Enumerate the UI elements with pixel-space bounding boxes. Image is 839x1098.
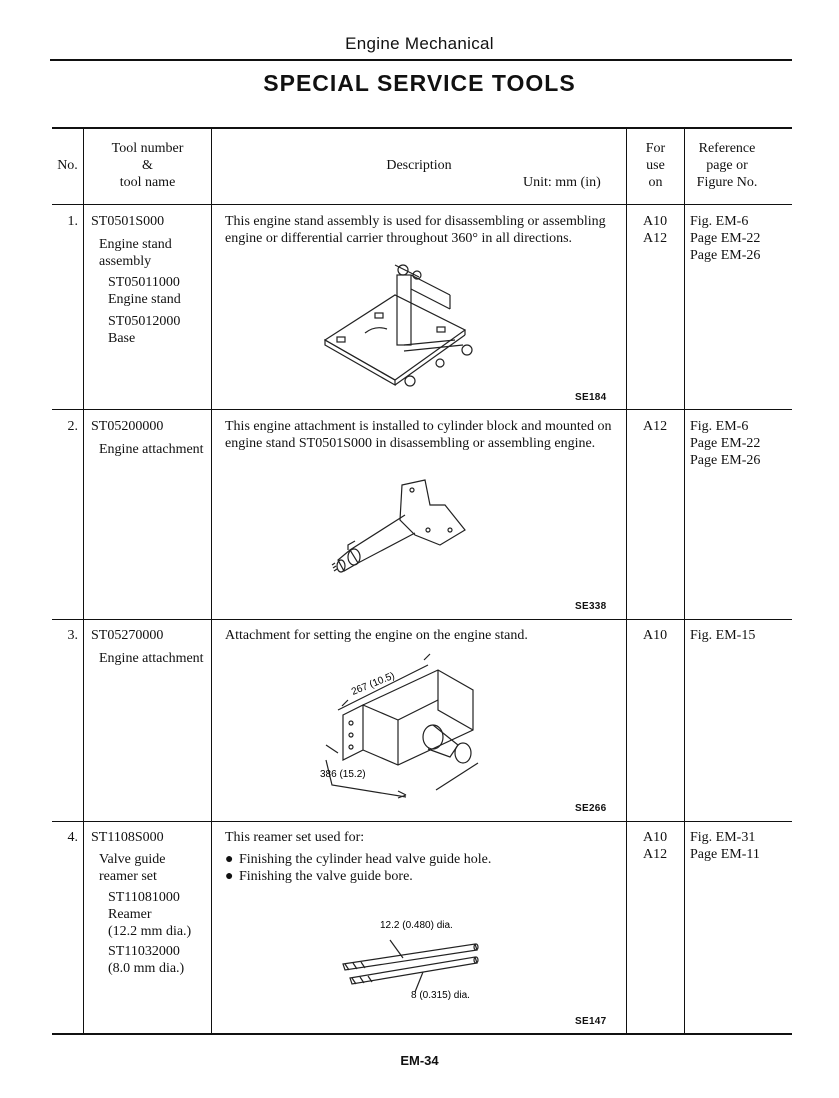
sub-tools [108, 274, 181, 347]
tool-name-line: Engine attachment [99, 651, 204, 666]
reference-value: Page EM-26 [690, 453, 761, 468]
use-on-value: A10 [643, 214, 668, 229]
figure-code: SE184 [575, 392, 607, 403]
row-divider [52, 619, 792, 620]
sub-tools [108, 889, 191, 977]
description-line: This engine stand assembly is used for disassembling or assembling [225, 214, 606, 229]
description-line: This engine attachment is installed to cylinder block and mounted on [225, 419, 612, 434]
reference [690, 829, 760, 863]
tool-name [99, 441, 204, 458]
sub-tool-number: ST11081000 [108, 890, 180, 905]
sub-tool-number: ST11032000 [108, 944, 180, 959]
reference-value: Page EM-26 [690, 248, 761, 263]
sub-tool-number: ST05012000 [108, 314, 181, 329]
use-on-value: A10 [643, 830, 668, 845]
col-header-tool [84, 140, 211, 191]
reference-value: Fig. EM-6 [690, 419, 749, 434]
dimension-label-b: 386 (15.2) [320, 769, 366, 780]
reference [690, 418, 760, 469]
col-header-tool-line: & [142, 158, 153, 173]
figure-code: SE266 [575, 803, 607, 814]
col-header-unit: Unit: mm (in) [523, 175, 601, 190]
reference-value: Fig. EM-6 [690, 214, 749, 229]
figure-code: SE338 [575, 601, 607, 612]
description-line: engine stand ST0501S000 in disassembling or assembling engine. [225, 436, 596, 451]
tool-number: ST05270000 [91, 628, 164, 643]
attachment-bracket-illustration [318, 645, 498, 805]
header-rule [50, 59, 792, 61]
col-header-use [627, 140, 684, 191]
column-divider [211, 128, 212, 1034]
bullet-item [225, 851, 491, 868]
description [225, 418, 611, 452]
page-title: SPECIAL SERVICE TOOLS [263, 70, 576, 96]
tool-name-line: Engine attachment [99, 442, 204, 457]
reference [690, 213, 760, 264]
description [225, 213, 606, 247]
reference-value: Fig. EM-31 [690, 830, 756, 845]
tool-name-line: assembly [99, 254, 152, 269]
tool-name [99, 650, 204, 667]
dimension-label-b: 8 (0.315) dia. [411, 990, 470, 1001]
col-header-reference [685, 140, 769, 191]
engine-attachment-illustration [320, 475, 470, 585]
section-title: Engine Mechanical [345, 34, 494, 53]
col-header-tool-line: Tool number [111, 141, 184, 156]
sub-tool-name: Engine stand [108, 292, 181, 307]
col-header-ref-line: page or [706, 158, 748, 173]
tool-number: ST0501S000 [91, 214, 165, 229]
tool-name [99, 851, 165, 885]
bullet-item [225, 868, 491, 885]
row-number: 1. [67, 214, 78, 229]
table-bottom-rule [52, 1033, 792, 1035]
description-line: This reamer set used for: [225, 830, 365, 845]
bullet-icon: ● [225, 852, 234, 867]
col-header-use-line: use [646, 158, 665, 173]
tool-name-line: reamer set [99, 869, 157, 884]
reference-value: Fig. EM-15 [690, 628, 756, 643]
reference-value: Page EM-22 [690, 231, 761, 246]
header-bottom-rule [52, 204, 792, 205]
description [225, 627, 528, 644]
col-header-description: Description [386, 158, 452, 173]
row-number: 4. [67, 830, 78, 845]
reamer-set-illustration [335, 912, 505, 1007]
tool-name-line: Valve guide [99, 852, 166, 867]
column-divider [626, 128, 627, 1034]
use-on-value: A12 [643, 419, 668, 434]
use-on-value: A12 [643, 847, 668, 862]
sub-tool-name: (12.2 mm dia.) [108, 924, 192, 939]
col-header-no: No. [57, 158, 78, 173]
sub-tool-name: (8.0 mm dia.) [108, 961, 185, 976]
tool-name [99, 236, 172, 270]
col-header-ref-line: Reference [698, 141, 756, 156]
dimension-label-a: 267 (10.5) [350, 670, 397, 698]
sub-tool-name: Reamer [108, 907, 152, 922]
col-header-use-line: on [648, 175, 663, 190]
bullet-icon: ● [225, 869, 234, 884]
row-divider [52, 821, 792, 822]
tool-name-line: Engine stand [99, 237, 172, 252]
row-number: 2. [67, 419, 78, 434]
bullet-text: Finishing the valve guide bore. [239, 869, 413, 884]
page-number: EM-34 [400, 1053, 439, 1068]
use-on [643, 829, 667, 863]
column-divider [684, 128, 685, 1034]
row-number: 3. [67, 628, 78, 643]
sub-tool-number: ST05011000 [108, 275, 180, 290]
sub-tool-name: Base [108, 331, 136, 346]
bullet-text: Finishing the cylinder head valve guide hole. [239, 852, 492, 867]
dimension-label-a: 12.2 (0.480) dia. [380, 920, 453, 931]
reference-value: Page EM-11 [690, 847, 760, 862]
use-on-value: A12 [643, 231, 668, 246]
col-header-ref-line: Figure No. [696, 175, 758, 190]
table-top-rule [52, 127, 792, 129]
description-line: Attachment for setting the engine on the engine stand. [225, 628, 528, 643]
use-on [643, 627, 667, 644]
description-line: engine or differential carrier throughout 360° in all directions. [225, 231, 573, 246]
reference [690, 627, 755, 644]
use-on [643, 418, 667, 435]
description [225, 829, 491, 885]
row-divider [52, 409, 792, 410]
tool-number: ST05200000 [91, 419, 164, 434]
figure-code: SE147 [575, 1016, 607, 1027]
engine-stand-illustration [315, 255, 485, 390]
tool-number: ST1108S000 [91, 830, 164, 845]
col-header-tool-line: tool name [119, 175, 176, 190]
column-divider [83, 128, 84, 1034]
col-header-use-line: For [645, 141, 666, 156]
use-on-value: A10 [643, 628, 668, 643]
reference-value: Page EM-22 [690, 436, 761, 451]
use-on [643, 213, 667, 247]
